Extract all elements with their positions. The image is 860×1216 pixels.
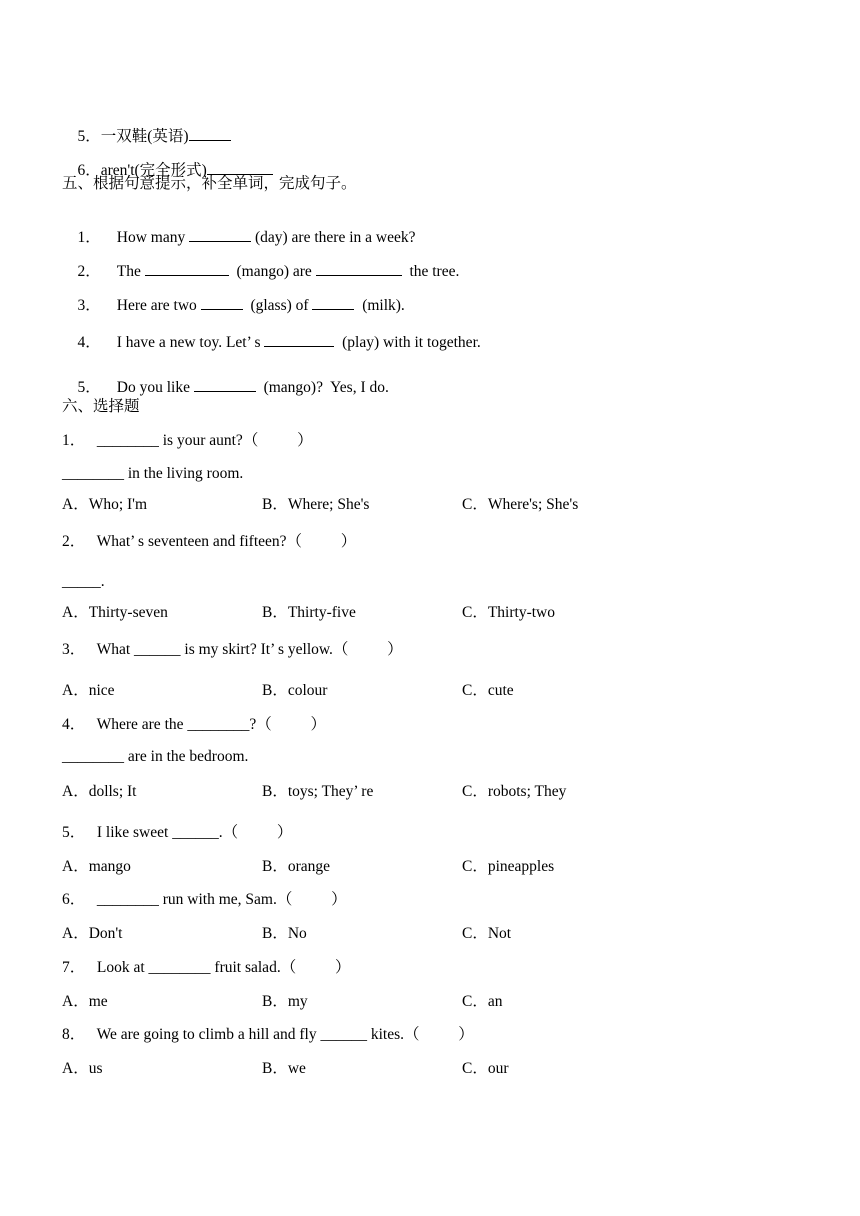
mc-q2-stem2: _____. xyxy=(62,573,105,590)
mc-q8-option-a[interactable]: A．us xyxy=(62,1060,103,1077)
question-number: 2． xyxy=(77,263,101,280)
mc-q6-option-b[interactable]: B．No xyxy=(262,925,307,942)
mc-q3-option-c[interactable]: C．cute xyxy=(462,682,514,699)
question-number: 5． xyxy=(77,379,101,396)
mc-q1-stem2: ________ in the living room. xyxy=(62,465,244,482)
mc-q6-option-a[interactable]: A．Don't xyxy=(62,925,123,942)
mc-q4-option-b[interactable]: B．toys; They’ re xyxy=(262,783,374,800)
answer-blank[interactable] xyxy=(207,160,273,175)
mc-q1-option-c[interactable]: C．Where's; She's xyxy=(462,496,579,513)
question-text: (milk). xyxy=(358,297,405,314)
part4-q6-text: 6．aren't(完全形式) xyxy=(77,162,207,179)
mc-q6-stem: 6． ________ run with me, Sam.（ ） xyxy=(62,891,347,908)
mc-q3-stem: 3． What ______ is my skirt? It’ s yellow.（ ） xyxy=(62,641,403,658)
mc-q2-option-c[interactable]: C．Thirty-two xyxy=(462,604,555,621)
question-text: Do you like xyxy=(116,379,194,396)
answer-blank[interactable] xyxy=(145,261,229,276)
mc-q5-option-b[interactable]: B．orange xyxy=(262,858,331,875)
mc-q4-stem2: ________ are in the bedroom. xyxy=(62,748,249,765)
mc-q8-option-c[interactable]: C．our xyxy=(462,1060,509,1077)
mc-q4-option-a[interactable]: A．dolls; It xyxy=(62,783,137,800)
answer-blank[interactable] xyxy=(316,261,402,276)
mc-q3-option-b[interactable]: B．colour xyxy=(262,682,328,699)
part4-q5-text: 5．一双鞋(英语) xyxy=(77,128,189,145)
mc-q2-option-a[interactable]: A．Thirty-seven xyxy=(62,604,168,621)
part6-heading: 六、选择题 xyxy=(62,398,140,415)
question-text: I have a new toy. Let’ s xyxy=(116,334,265,351)
mc-q1-stem: 1． ________ is your aunt?（ ） xyxy=(62,432,313,449)
mc-q2-stem: 2． What’ s seventeen and fifteen?（ ） xyxy=(62,533,357,550)
mc-q5-option-a[interactable]: A．mango xyxy=(62,858,131,875)
mc-q6-option-c[interactable]: C．Not xyxy=(462,925,512,942)
question-text: (mango)? Yes, I do. xyxy=(259,379,389,396)
question-number: 1． xyxy=(77,229,101,246)
question-number: 3． xyxy=(77,297,101,314)
answer-blank[interactable] xyxy=(312,295,354,310)
answer-blank[interactable] xyxy=(189,126,231,141)
mc-q7-option-a[interactable]: A．me xyxy=(62,993,108,1010)
mc-q4-option-c[interactable]: C．robots; They xyxy=(462,783,567,800)
mc-q1-option-a[interactable]: A．Who; I'm xyxy=(62,496,148,513)
mc-q1-option-b[interactable]: B．Where; She's xyxy=(262,496,370,513)
question-text: (play) with it together. xyxy=(338,334,481,351)
part5-heading: 五、根据句意提示，补全单词，完成句子。 xyxy=(62,175,357,192)
mc-q2-option-b[interactable]: B．Thirty-five xyxy=(262,604,356,621)
question-text: (mango) are xyxy=(232,263,316,280)
question-text: the tree. xyxy=(405,263,460,280)
answer-blank[interactable] xyxy=(201,295,243,310)
mc-q8-stem: 8． We are going to climb a hill and fly ______ kites.（ ） xyxy=(62,1026,474,1043)
mc-q3-option-a[interactable]: A．nice xyxy=(62,682,115,699)
mc-q5-stem: 5． I like sweet ______.（ ） xyxy=(62,824,293,841)
question-number: 4． xyxy=(77,334,101,351)
mc-q7-option-b[interactable]: B．my xyxy=(262,993,308,1010)
mc-q8-option-b[interactable]: B．we xyxy=(262,1060,306,1077)
question-text: The xyxy=(116,263,145,280)
answer-blank[interactable] xyxy=(194,377,256,392)
mc-q7-option-c[interactable]: C．an xyxy=(462,993,503,1010)
question-text: Here are two xyxy=(116,297,201,314)
question-text: (glass) of xyxy=(246,297,313,314)
question-text: How many xyxy=(116,229,190,246)
question-text: (day) are there in a week? xyxy=(251,229,416,246)
mc-q5-option-c[interactable]: C．pineapples xyxy=(462,858,555,875)
answer-blank[interactable] xyxy=(264,332,334,347)
mc-q4-stem: 4． Where are the ________?（ ） xyxy=(62,716,327,733)
mc-q7-stem: 7． Look at ________ fruit salad.（ ） xyxy=(62,959,351,976)
answer-blank[interactable] xyxy=(189,227,251,242)
